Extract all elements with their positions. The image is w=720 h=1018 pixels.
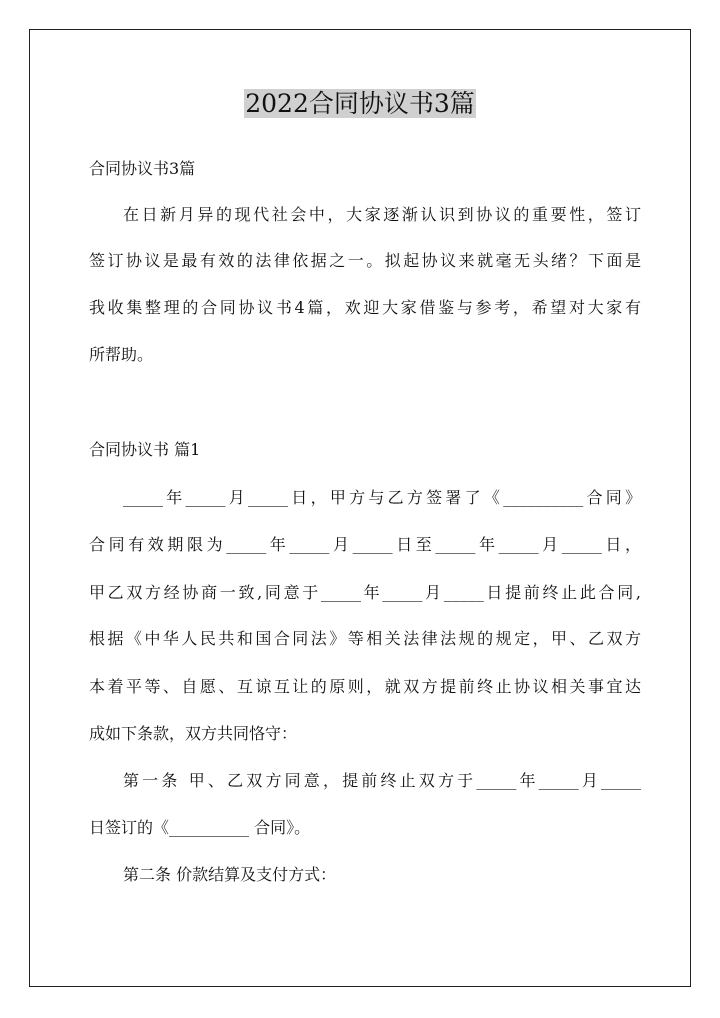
document-title-text: 2022合同协议书3篇: [245, 89, 475, 118]
contract-paragraph-line: 甲乙双方经协商一致,同意于_____年_____月_____日提前终止此合同,: [89, 583, 641, 602]
section-heading-part-1: 合同协议书 篇1: [89, 440, 201, 459]
contract-paragraph-line: _____年_____月_____日，甲方与乙方签署了《__________合同》: [123, 488, 641, 507]
intro-paragraph-line: 所帮助。: [89, 345, 154, 364]
contract-paragraph-line: 根据《中华人民共和国合同法》等相关法律法规的规定，甲、乙双方: [89, 629, 641, 648]
document-title: [0, 84, 720, 124]
contract-paragraph-line: 合同有效期限为_____年_____月_____日至_____年_____月_____日，: [89, 535, 641, 554]
contract-paragraph-line: 本着平等、自愿、互谅互让的原则，就双方提前终止协议相关事宜达: [89, 677, 641, 696]
intro-paragraph-line: 在日新月异的现代社会中，大家逐渐认识到协议的重要性，签订: [123, 205, 641, 224]
article-1-line: 日签订的《__________ 合同》。: [89, 818, 311, 837]
article-1-line: 第一条 甲、乙双方同意，提前终止双方于_____年_____月_____: [123, 771, 641, 790]
section-heading-intro: 合同协议书3篇: [89, 159, 196, 178]
contract-paragraph-line: 成如下条款，双方共同恪守：: [89, 724, 298, 743]
intro-paragraph-line: 我收集整理的合同协议书4篇，欢迎大家借鉴与参考，希望对大家有: [89, 298, 641, 317]
article-2-line: 第二条 价款结算及支付方式：: [123, 865, 337, 884]
intro-paragraph-line: 签订协议是最有效的法律依据之一。拟起协议来就毫无头绪？下面是: [89, 251, 641, 270]
